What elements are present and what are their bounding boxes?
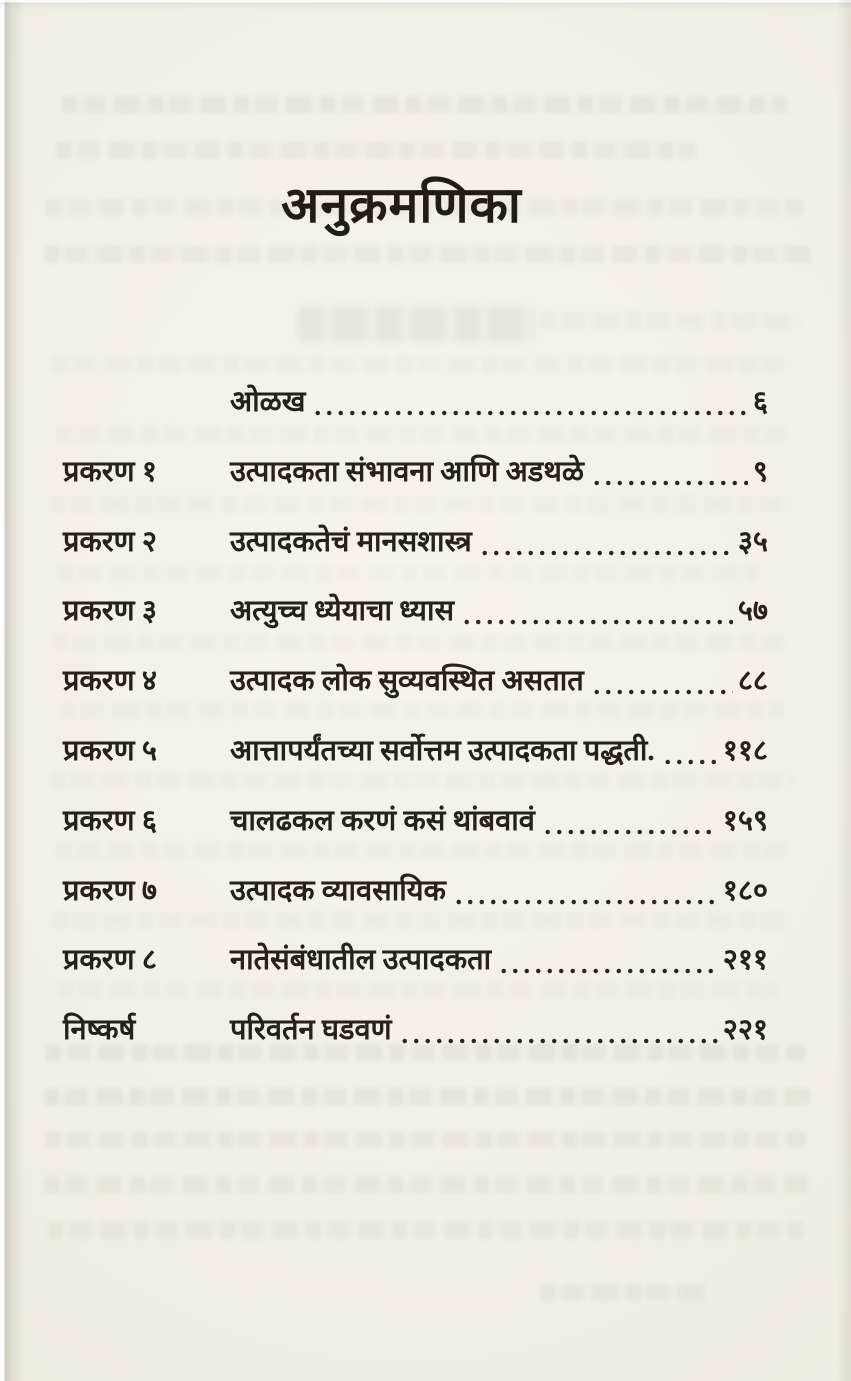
dot-leader — [591, 452, 748, 493]
scan-edge-top — [0, 0, 851, 10]
toc-chapter-title: उत्पादक व्यावसायिक — [230, 874, 446, 907]
bleedthrough-text-artifact — [56, 142, 696, 159]
toc-chapter-title: नातेसंबंधातील उत्पादकता — [230, 944, 492, 977]
toc-chapter-label: प्रकरण ६ — [63, 804, 157, 837]
toc-chapter-label: प्रकरण १ — [63, 455, 157, 488]
toc-row — [63, 731, 768, 801]
bleedthrough-text-artifact — [46, 1131, 806, 1148]
toc-chapter-label: प्रकरण ७ — [63, 874, 157, 907]
bleedthrough-text-artifact — [44, 246, 812, 263]
toc-row — [63, 591, 768, 661]
bleedthrough-text-artifact — [48, 1222, 804, 1239]
toc-page-number: ९ — [752, 455, 768, 488]
toc-chapter-label: निष्कर्ष — [63, 1014, 136, 1047]
toc-chapter-label: प्रकरण ५ — [63, 734, 157, 767]
toc-page-number: १५९ — [722, 804, 768, 837]
toc-page-number: ५७ — [737, 595, 768, 628]
dot-leader — [662, 731, 718, 772]
bleedthrough-text-artifact — [44, 1088, 810, 1105]
toc-list — [63, 382, 768, 1080]
toc-chapter-title: चालढकल करणं कसं थांबवावं — [230, 804, 535, 837]
dot-leader — [479, 522, 733, 563]
dot-leader — [312, 382, 747, 423]
page-title: अनुक्रमणिका — [281, 177, 522, 233]
toc-chapter-label: प्रकरण २ — [63, 525, 157, 558]
toc-chapter-title: उत्पादक लोक सुव्यवस्थित असतात — [230, 665, 584, 698]
toc-chapter-title: उत्पादकतेचं मानसशास्त्र — [230, 525, 472, 558]
toc-page-number: ६ — [752, 386, 768, 418]
toc-row — [63, 522, 768, 592]
toc-page-number: ८८ — [737, 665, 768, 698]
bleedthrough-heading-artifact — [298, 306, 534, 342]
dot-leader — [542, 801, 718, 842]
toc-chapter-label: प्रकरण ८ — [63, 944, 157, 977]
toc-chapter-title: परिवर्तन घडवणं — [230, 1014, 392, 1047]
dot-leader — [461, 591, 733, 632]
dot-leader — [453, 871, 718, 912]
toc-row — [63, 1010, 768, 1080]
toc-chapter-label: प्रकरण ४ — [63, 665, 157, 698]
bleedthrough-text-artifact — [540, 1284, 708, 1301]
toc-row — [63, 382, 768, 452]
toc-chapter-title: आत्तापर्यंतच्या सर्वोत्तम उत्पादकता पद्धती. — [230, 734, 655, 767]
toc-page-number: ११८ — [722, 734, 768, 767]
toc-page-number: ३५ — [737, 525, 768, 558]
toc-chapter-label: प्रकरण ३ — [63, 595, 157, 628]
dot-leader — [498, 940, 718, 981]
toc-row — [63, 661, 768, 731]
bleedthrough-text-artifact — [44, 1176, 808, 1193]
bleedthrough-text-artifact — [52, 356, 792, 373]
bleedthrough-text-artifact — [62, 96, 788, 113]
toc-row — [63, 871, 768, 941]
toc-page-number: २११ — [722, 944, 768, 977]
toc-row — [63, 940, 768, 1010]
toc-chapter-title: उत्पादकता संभावना आणि अडथळे — [230, 455, 584, 488]
toc-page-number: २२१ — [722, 1014, 768, 1047]
bleedthrough-text-artifact — [540, 312, 800, 329]
dot-leader — [399, 1010, 718, 1051]
toc-row — [63, 452, 768, 522]
toc-chapter-title: ओळख — [230, 386, 306, 418]
toc-chapter-title: अत्युच्च ध्येयाचा ध्यास — [230, 595, 455, 628]
scan-edge-right — [837, 0, 851, 1381]
toc-row — [63, 801, 768, 871]
toc-page-number: १८० — [722, 874, 768, 907]
dot-leader — [591, 661, 733, 702]
